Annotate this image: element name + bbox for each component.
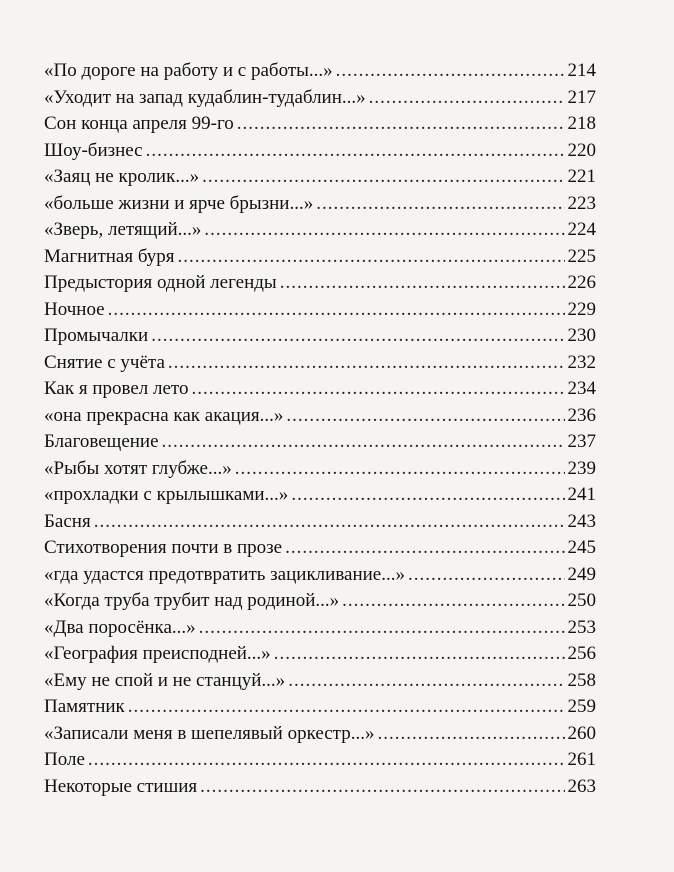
toc-entry-page: 261 (567, 749, 596, 770)
toc-leader-dots (162, 429, 565, 456)
toc-entry (44, 297, 596, 324)
toc-entry-title: «больше жизни и ярче брызни...» (44, 192, 314, 214)
toc-leader-dots (342, 588, 564, 615)
toc-entry (44, 111, 596, 138)
toc-entry-page: 263 (567, 775, 596, 797)
toc-entry-page: 259 (567, 696, 596, 717)
toc-entry-title: «Зверь, летящий...» (44, 219, 202, 240)
toc-leader-dots (94, 509, 565, 536)
toc-entry (44, 323, 596, 350)
toc-entry-page: 237 (567, 431, 596, 452)
toc-entry-page: 243 (567, 510, 596, 532)
toc-entry (44, 535, 596, 562)
toc-entry-page: 250 (567, 590, 596, 611)
toc-entry-title: «Когда труба трубит над родиной...» (44, 590, 340, 611)
toc-entry-page: 245 (567, 537, 596, 558)
toc-entry-title: «прохладки с крылышками...» (44, 484, 289, 505)
toc-entry-title: Басня (44, 510, 91, 532)
toc-entry-page: 260 (567, 722, 596, 744)
toc-entry (44, 376, 596, 403)
toc-leader-dots (178, 244, 565, 271)
toc-entry-title: «По дороге на работу и с работы...» (44, 60, 333, 81)
toc-entry (44, 138, 596, 165)
toc-entry-page: 217 (567, 86, 596, 108)
toc-entry-title: Магнитная буря (44, 245, 175, 267)
toc-entry-title: «Два поросёнка...» (44, 616, 196, 638)
toc-entry-title: Ночное (44, 298, 105, 320)
toc-entry-title: Как я провел лето (44, 378, 189, 399)
toc-entry (44, 456, 596, 483)
toc-leader-dots (288, 668, 564, 695)
toc-entry-title: «гда удастся предотвратить зацикливание...» (44, 563, 405, 585)
toc-leader-dots (151, 323, 564, 350)
toc-leader-dots (88, 747, 565, 774)
toc-entry (44, 721, 596, 748)
toc-leader-dots (192, 376, 565, 403)
toc-entry-title: Промычалки (44, 325, 149, 346)
toc-entry-page: 232 (567, 351, 596, 373)
toc-leader-dots (235, 456, 565, 483)
toc-entry-page: 239 (567, 457, 596, 479)
toc-entry-page: 230 (567, 325, 596, 346)
toc-entry-title: «Записали меня в шепелявый оркестр...» (44, 722, 375, 744)
toc-leader-dots (204, 217, 564, 244)
toc-entry-page: 221 (567, 166, 596, 187)
toc-leader-dots (108, 297, 565, 324)
toc-leader-dots (237, 111, 565, 138)
toc-entry (44, 774, 596, 801)
toc-entry-page: 249 (567, 563, 596, 585)
toc-entry-title: «География преисподней...» (44, 643, 271, 664)
toc-entry (44, 641, 596, 668)
toc-entry (44, 615, 596, 642)
toc-entry-page: 234 (567, 378, 596, 399)
toc-entry-page: 224 (567, 219, 596, 240)
toc-entry (44, 429, 596, 456)
toc-leader-dots (199, 615, 565, 642)
toc-entry-title: Некоторые стишия (44, 775, 198, 797)
toc-entry-page: 225 (567, 245, 596, 267)
toc-entry-title: «Ему не спой и не станцуй...» (44, 669, 286, 691)
toc-entry-page: 258 (567, 669, 596, 691)
toc-entry-page: 253 (567, 616, 596, 638)
toc-leader-dots (336, 58, 565, 85)
toc-entry-title: «Рыбы хотят глубже...» (44, 457, 232, 479)
toc-entry-title: Сон конца апреля 99-го (44, 113, 234, 134)
toc-entry-page: 218 (567, 113, 596, 134)
toc-leader-dots (274, 641, 565, 668)
toc-leader-dots (369, 85, 565, 112)
toc-leader-dots (146, 138, 565, 165)
toc-entry-title: Благовещение (44, 431, 159, 452)
toc-entry-title: «Уходит на запад кудаблин-тудаблин...» (44, 86, 366, 108)
toc-leader-dots (280, 270, 565, 297)
toc-entry (44, 85, 596, 112)
toc-leader-dots (128, 694, 565, 721)
toc-leader-dots (202, 164, 564, 191)
toc-entry (44, 482, 596, 509)
toc-entry-page: 241 (567, 484, 596, 505)
toc-entry-title: Стихотворения почти в прозе (44, 537, 283, 558)
toc-entry-title: «Заяц не кролик...» (44, 166, 200, 187)
toc-leader-dots (286, 403, 564, 430)
toc-leader-dots (168, 350, 565, 377)
toc-entry (44, 164, 596, 191)
toc-entry-page: 226 (567, 272, 596, 293)
toc-entry-page: 256 (567, 643, 596, 664)
toc-entry (44, 217, 596, 244)
toc-entry (44, 668, 596, 695)
toc-leader-dots (377, 721, 564, 748)
toc-leader-dots (291, 482, 564, 509)
toc-entry (44, 509, 596, 536)
toc-entry-title: Поле (44, 749, 85, 770)
toc-entry-title: Памятник (44, 696, 125, 717)
toc-entry-page: 236 (567, 404, 596, 426)
toc-entry (44, 747, 596, 774)
toc-entry-page: 220 (567, 139, 596, 161)
toc-entry (44, 244, 596, 271)
toc-entry-title: «она прекрасна как акация...» (44, 404, 284, 426)
toc-entry-page: 214 (567, 60, 596, 81)
toc-entry (44, 350, 596, 377)
toc-entry-title: Предыстория одной легенды (44, 272, 277, 293)
toc-entry-page: 229 (567, 298, 596, 320)
toc-entry-title: Снятие с учёта (44, 351, 165, 373)
toc-leader-dots (316, 191, 564, 218)
toc-entry (44, 562, 596, 589)
toc-entry (44, 694, 596, 721)
toc-entry (44, 270, 596, 297)
toc-leader-dots (408, 562, 565, 589)
toc-entry (44, 58, 596, 85)
toc-leader-dots (200, 774, 564, 801)
toc-entry (44, 191, 596, 218)
toc-entry-title: Шоу-бизнес (44, 139, 143, 161)
toc-entry (44, 403, 596, 430)
toc-entry-page: 223 (567, 192, 596, 214)
toc-leader-dots (285, 535, 564, 562)
toc-entry (44, 588, 596, 615)
table-of-contents (44, 58, 596, 800)
